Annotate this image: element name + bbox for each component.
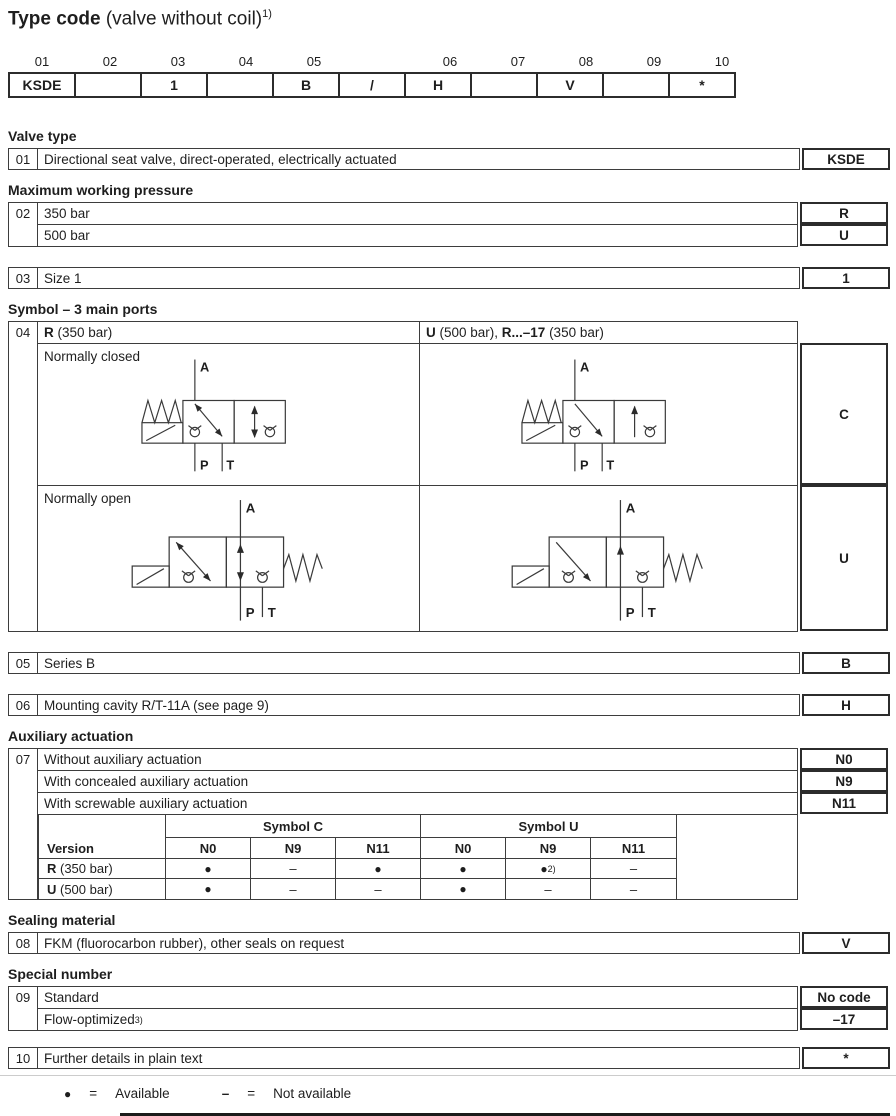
position-number: 09 bbox=[646, 54, 662, 69]
position-number: 04 bbox=[238, 54, 254, 69]
matrix-cell: ● bbox=[166, 859, 251, 879]
row-description: 500 bar bbox=[38, 225, 797, 247]
row-pressure bbox=[8, 202, 890, 247]
special-codes bbox=[800, 986, 890, 1031]
legend bbox=[64, 1086, 896, 1101]
pressure-options bbox=[38, 202, 798, 247]
section-heading-special: Special number bbox=[8, 966, 113, 982]
page-title-normal: (valve without coil) bbox=[100, 8, 263, 30]
matrix-cell: ● bbox=[421, 879, 506, 899]
svg-text:A: A bbox=[245, 499, 255, 515]
typecode-position-numbers bbox=[8, 54, 896, 70]
typecode-cell: / bbox=[338, 72, 406, 98]
svg-text:P: P bbox=[625, 604, 635, 620]
symbol-row-normally-open bbox=[38, 486, 797, 632]
position-number: 06 bbox=[442, 54, 458, 69]
position-number: 02 bbox=[102, 54, 118, 69]
row-number: 07 bbox=[8, 748, 38, 900]
row-aux bbox=[8, 748, 890, 900]
row-description: Further details in plain text bbox=[38, 1047, 800, 1069]
typecode-cell: B bbox=[272, 72, 340, 98]
row-description: FKM (fluorocarbon rubber), other seals on request bbox=[38, 932, 800, 954]
valve-symbol-no-r bbox=[113, 493, 345, 625]
code-box: –17 bbox=[800, 1008, 888, 1030]
svg-text:T: T bbox=[647, 604, 656, 620]
matrix-col-header: N0 bbox=[166, 838, 251, 859]
matrix-cell: – bbox=[251, 879, 336, 899]
matrix-col-header: N0 bbox=[421, 838, 506, 859]
legend-bullet: ● bbox=[64, 1086, 72, 1101]
matrix-spacer-cell bbox=[39, 815, 166, 838]
symbol-cell-nc-r bbox=[38, 344, 420, 485]
matrix-group-header: Symbol C bbox=[166, 815, 421, 838]
symbol-header-left: R (350 bar) bbox=[38, 322, 420, 343]
row-description: Flow-optimized 3) bbox=[38, 1009, 797, 1031]
symbol-codes bbox=[800, 321, 890, 632]
typecode-cell: * bbox=[668, 72, 736, 98]
code-box: R bbox=[800, 202, 888, 224]
row-description: With concealed auxiliary actuation bbox=[38, 771, 797, 793]
position-number bbox=[348, 54, 416, 70]
code-box: N11 bbox=[800, 792, 888, 814]
legend-not-available: Not available bbox=[273, 1086, 352, 1101]
footer-divider bbox=[0, 1075, 896, 1076]
code-box: U bbox=[800, 224, 888, 246]
symbol-row-label: Normally open bbox=[44, 491, 132, 506]
availability-matrix bbox=[38, 815, 677, 899]
matrix-group-row bbox=[39, 815, 676, 838]
row-sealing bbox=[8, 932, 890, 954]
row-description: Standard bbox=[38, 987, 797, 1009]
section-heading-aux: Auxiliary actuation bbox=[8, 728, 134, 744]
special-options bbox=[38, 986, 798, 1031]
symbol-row-label: Normally closed bbox=[44, 349, 141, 364]
row-number: 02 bbox=[8, 202, 38, 247]
matrix-column-header-row bbox=[39, 838, 676, 859]
matrix-cell: ● 2) bbox=[506, 859, 591, 879]
section-heading-symbol: Symbol – 3 main ports bbox=[8, 301, 158, 317]
svg-text:A: A bbox=[199, 358, 209, 374]
symbol-table bbox=[38, 321, 798, 632]
matrix-cell: – bbox=[336, 879, 421, 899]
position-number: 08 bbox=[578, 54, 594, 69]
legend-equals: = bbox=[89, 1086, 98, 1101]
row-details bbox=[8, 1047, 890, 1069]
matrix-cell: – bbox=[591, 859, 676, 879]
matrix-data-row-r bbox=[39, 859, 676, 879]
symbol-header-row bbox=[38, 322, 797, 344]
matrix-col-header: N9 bbox=[251, 838, 336, 859]
matrix-col-header: N9 bbox=[506, 838, 591, 859]
position-number: 07 bbox=[510, 54, 526, 69]
page-title-bold: Type code bbox=[8, 8, 101, 30]
code-box: B bbox=[802, 652, 890, 674]
section-heading-pressure: Maximum working pressure bbox=[8, 182, 194, 198]
svg-text:P: P bbox=[245, 604, 255, 620]
code-box: N9 bbox=[800, 770, 888, 792]
row-series bbox=[8, 652, 890, 674]
typecode-cell: KSDE bbox=[8, 72, 76, 98]
position-number: 10 bbox=[714, 54, 730, 69]
row-number: 10 bbox=[8, 1047, 38, 1069]
code-box: No code bbox=[800, 986, 888, 1008]
matrix-cell: ● bbox=[336, 859, 421, 879]
typecode-cell: 1 bbox=[140, 72, 208, 98]
pressure-codes bbox=[800, 202, 890, 247]
code-box: 1 bbox=[802, 267, 890, 289]
svg-text:T: T bbox=[605, 457, 614, 473]
code-box: * bbox=[802, 1047, 890, 1069]
row-symbol bbox=[8, 321, 890, 632]
matrix-group-header: Symbol U bbox=[421, 815, 676, 838]
position-number: 01 bbox=[34, 54, 50, 69]
code-box: KSDE bbox=[802, 148, 890, 170]
row-number: 08 bbox=[8, 932, 38, 954]
code-box: U bbox=[800, 485, 888, 631]
aux-codes bbox=[800, 748, 890, 900]
matrix-cell: ● bbox=[166, 879, 251, 899]
typecode-cell bbox=[602, 72, 670, 98]
legend-available: Available bbox=[115, 1086, 170, 1101]
watermark-chinese: 爱泽工业 bbox=[613, 157, 761, 195]
valve-symbol-nc-r bbox=[113, 351, 345, 479]
symbol-cell-no-u bbox=[420, 486, 797, 631]
row-special bbox=[8, 986, 890, 1031]
svg-text:A: A bbox=[625, 499, 635, 515]
position-number: 03 bbox=[170, 54, 186, 69]
row-number: 04 bbox=[8, 321, 38, 632]
row-number: 05 bbox=[8, 652, 38, 674]
page-title bbox=[8, 8, 896, 34]
position-number: 05 bbox=[306, 54, 322, 69]
typecode-cell bbox=[206, 72, 274, 98]
valve-symbol-nc-u bbox=[493, 351, 725, 479]
matrix-data-row-u bbox=[39, 879, 676, 899]
typecode-cell: V bbox=[536, 72, 604, 98]
code-box: C bbox=[800, 343, 888, 485]
typecode-cell bbox=[470, 72, 538, 98]
symbol-codes-spacer bbox=[800, 321, 890, 343]
svg-text:T: T bbox=[225, 457, 234, 473]
row-valve-type bbox=[8, 148, 890, 170]
matrix-version-cell: R (350 bar) bbox=[39, 859, 166, 879]
row-description: 350 bar bbox=[38, 203, 797, 225]
row-number: 01 bbox=[8, 148, 38, 170]
legend-equals: = bbox=[247, 1086, 256, 1101]
svg-text:T: T bbox=[267, 604, 276, 620]
matrix-version-cell: U (500 bar) bbox=[39, 879, 166, 899]
section-heading-sealing: Sealing material bbox=[8, 912, 116, 928]
row-number: 09 bbox=[8, 986, 38, 1031]
symbol-cell-nc-u bbox=[420, 344, 797, 485]
row-description: Series B bbox=[38, 652, 800, 674]
row-description: Without auxiliary actuation bbox=[38, 749, 797, 771]
legend-dash: – bbox=[221, 1086, 230, 1101]
symbol-row-normally-closed bbox=[38, 344, 797, 486]
matrix-cell: – bbox=[629, 881, 638, 897]
title-footnote: 1) bbox=[262, 8, 272, 20]
matrix-col-header: N11 bbox=[591, 838, 676, 859]
row-description: Size 1 bbox=[38, 267, 800, 289]
code-box: H bbox=[802, 694, 890, 716]
matrix-version-header: Version bbox=[39, 838, 166, 859]
symbol-cell-no-r bbox=[38, 486, 420, 631]
section-heading-valve-type: Valve type bbox=[8, 128, 77, 144]
typecode-cell bbox=[74, 72, 142, 98]
svg-text:A: A bbox=[579, 358, 589, 374]
aux-options bbox=[38, 748, 798, 900]
matrix-cell: ● bbox=[421, 859, 506, 879]
symbol-header-right: U (500 bar), R...–17 (350 bar) bbox=[426, 325, 604, 340]
code-box: V bbox=[802, 932, 890, 954]
row-description: Mounting cavity R/T-11A (see page 9) bbox=[38, 694, 800, 716]
typecode-cell: H bbox=[404, 72, 472, 98]
svg-text:P: P bbox=[199, 457, 209, 473]
valve-symbol-no-u bbox=[493, 493, 725, 625]
row-number: 06 bbox=[8, 694, 38, 716]
row-number: 03 bbox=[8, 267, 38, 289]
matrix-cell: – bbox=[251, 859, 336, 879]
row-description: Directional seat valve, direct-operated, electrically actuated bbox=[38, 148, 800, 170]
matrix-cell: – bbox=[506, 879, 591, 899]
code-box: N0 bbox=[800, 748, 888, 770]
row-cavity bbox=[8, 694, 890, 716]
matrix-col-header: N11 bbox=[336, 838, 421, 859]
svg-text:P: P bbox=[579, 457, 589, 473]
watermark-english: IZE INDUSTRIES bbox=[613, 197, 807, 221]
row-size bbox=[8, 267, 890, 289]
row-description: With screwable auxiliary actuation bbox=[38, 793, 797, 815]
typecode-table bbox=[8, 72, 896, 98]
